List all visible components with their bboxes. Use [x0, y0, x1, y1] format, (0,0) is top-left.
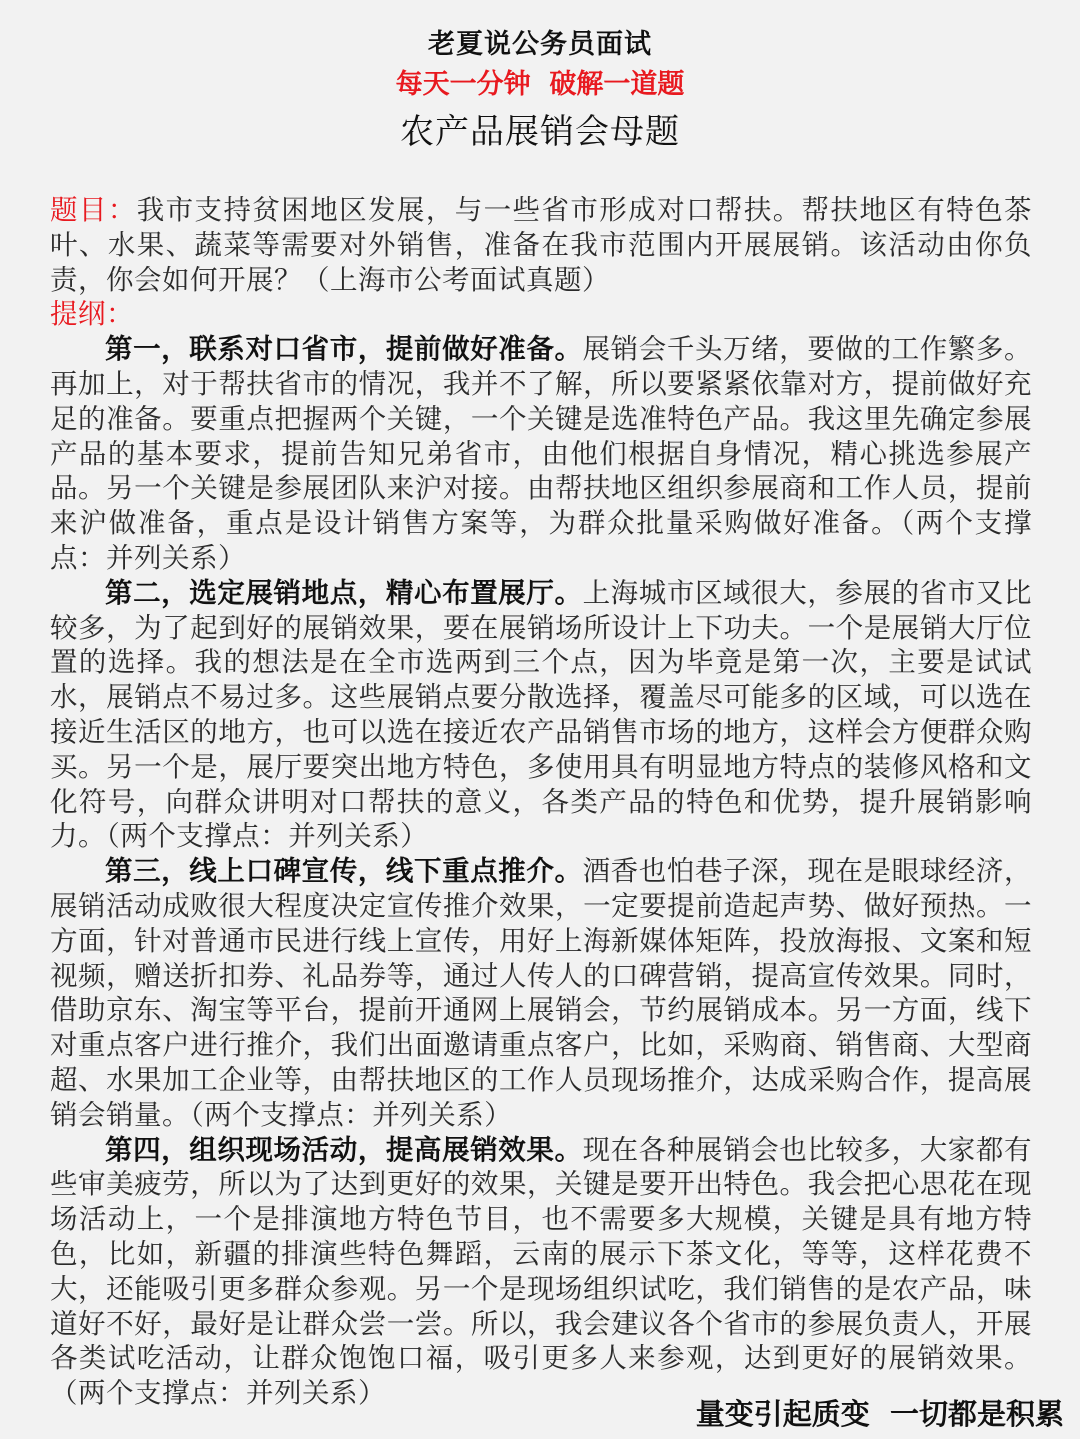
outline-point-2 [50, 576, 1032, 854]
point-text: 酒香也怕巷子深，现在是眼球经济，展销活动成败很大程度决定宣传推介效果，一定要提前造起声势、做好预热。一方面，针对普通市民进行线上宣传，用好上海新媒体矩阵，投放海报、文案和短视频，赠送折扣券、礼品券等，通过人传人的口碑营销，提高宣传效果。同时，借助京东、淘宝等平台，提前开通网上展销会，节约展销成本。另一方面，线下对重点客户进行推介，我们出面邀请重点客户，比如，采购商、销售商、大型商超、水果加工企业等，由帮扶地区的工作人员现场推介，达成采购合作，提高展销会销量。（两个支撑点：并列关系） [50, 855, 1032, 1131]
point-text: 上海城市区域很大，参展的省市又比较多，为了起到好的展销效果，要在展销场所设计上下功夫。一个是展销大厅位置的选择。我的想法是在全市选两到三个点，因为毕竟是第一次，主要是试试水，展销点不易过多。这些展销点要分散选择，覆盖尽可能多的区域，可以选在接近生活区的地方，也可以选在接近农产品销售市场的地方，这样会方便群众购买。另一个是，展厅要突出地方特色，多使用具有明显地方特点的装修风格和文化符号，向群众讲明对口帮扶的意义，各类产品的特色和优势，提升展销影响力。（两个支撑点：并列关系） [50, 576, 1032, 853]
question-text: 我市支持贫困地区发展，与一些省市形成对口帮扶。帮扶地区有特色茶叶、水果、蔬菜等需要对外销售，准备在我市范围内开展展销。该活动由你负责，你会如何开展？（上海市公考面试真题） [50, 194, 1033, 296]
slogan: 每天一分钟 破解一道题 [395, 69, 685, 100]
point-text: 现在各种展销会也比较多，大家都有些审美疲劳，所以为了达到更好的效果，关键是要开出特色。我会把心思花在现场活动上，一个是排演地方特色节目，也不需要多大规模，关键是具有地方特色，比如，新疆的排演些特色舞蹈，云南的展示下茶文化，等等，这样花费不大，还能吸引更多群众参观。另一个是现场组织试吃，我们销售的是农产品，味道好不好，最好是让群众尝一尝。所以，我会建议各个省市的参展负责人，开展各类试吃活动，让群众饱饱口福，吸引更多人来参观，达到更好的展销效果。（两个支撑点：并列关系） [50, 1133, 1032, 1410]
outline-point-3 [50, 854, 1032, 1132]
outline-point-1 [50, 332, 1032, 576]
page-title: 农产品展销会母题 [400, 112, 680, 152]
brand-title: 老夏说公务员面试 [428, 29, 652, 60]
point-heading: 第二，选定展销地点，精心布置展厅。 [105, 576, 583, 609]
outline-label: 提纲： [50, 298, 134, 331]
document-body [50, 193, 1032, 1411]
outline-label-line [50, 297, 1032, 332]
question-label: 题目： [50, 194, 137, 226]
point-heading: 第三，线上口碑宣传，线下重点推介。 [105, 855, 583, 888]
question-paragraph [50, 193, 1032, 297]
point-heading: 第四，组织现场活动，提高展销效果。 [105, 1133, 583, 1166]
footer-motto: 量变引起质变 一切都是积累 [692, 1392, 1064, 1433]
outline-point-4 [50, 1133, 1032, 1411]
point-heading: 第一，联系对口省市，提前做好准备。 [105, 333, 583, 366]
point-text: 展销会千头万绪，要做的工作繁多。再加上，对于帮扶省市的情况，我并不了解，所以要紧紧依靠对方，提前做好充足的准备。要重点把握两个关键，一个关键是选准特色产品。我这里先确定参展产品的基本要求，提前告知兄弟省市，由他们根据自身情况，精心挑选参展产品。另一个关键是参展团队来沪对接。由帮扶地区组织参展商和工作人员，提前来沪做准备，重点是设计销售方案等，为群众批量采购做好准备。（两个支撑点：并列关系） [50, 333, 1032, 574]
